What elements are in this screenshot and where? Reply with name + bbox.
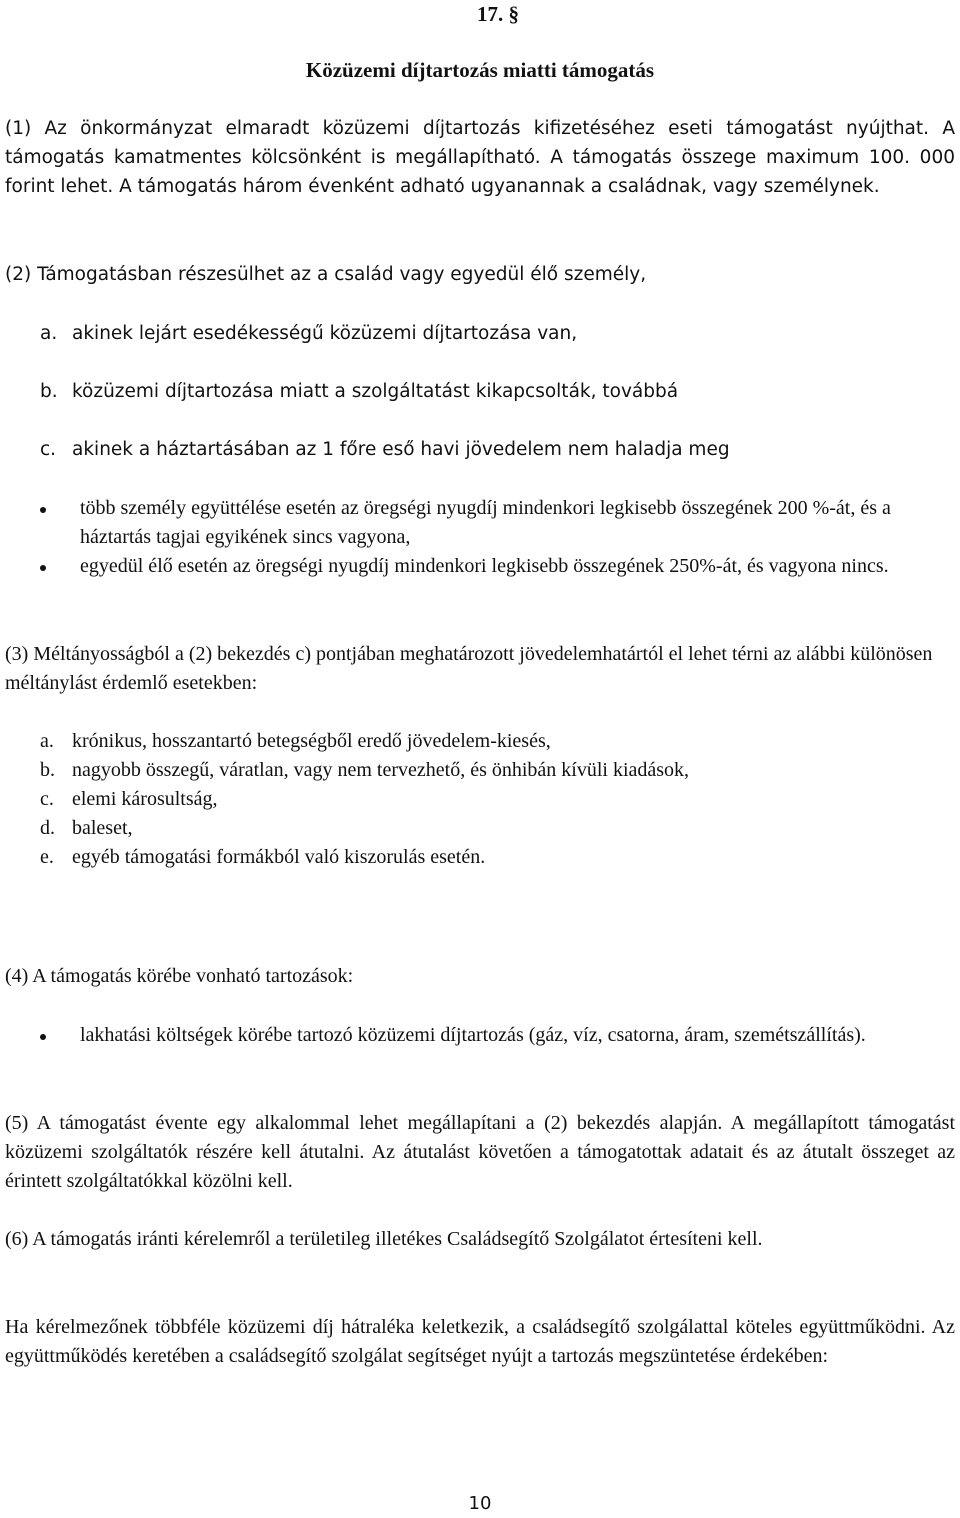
page-number: 10 xyxy=(468,1493,492,1514)
bullet-icon xyxy=(5,494,80,552)
list-item-text: akinek lejárt esedékességű közüzemi díjtartozása van, xyxy=(72,323,578,344)
list-item-text: akinek a háztartásában az 1 főre eső havi jövedelem nem haladja meg xyxy=(72,439,730,460)
list-item-text: egyéb támogatási formákból való kiszorulás esetén. xyxy=(72,846,486,868)
eligibility-list xyxy=(35,319,935,464)
list-marker: a. xyxy=(40,323,58,344)
list-item-text: közüzemi díjtartozása miatt a szolgáltatást kikapcsolták, továbbá xyxy=(72,381,679,402)
bullet-item xyxy=(5,552,955,581)
list-item-text: baleset, xyxy=(72,817,133,839)
list-item-text: elemi károsultság, xyxy=(72,788,218,810)
paragraph-6: (6) A támogatás iránti kérelemről a területileg illetékes Családsegítő Szolgálatot értesíteni kell. xyxy=(5,1228,763,1250)
list-marker: e. xyxy=(40,846,54,868)
list-marker: b. xyxy=(40,381,58,402)
list-item xyxy=(35,756,935,785)
list-marker: c. xyxy=(40,439,57,460)
income-bullet-list xyxy=(5,494,955,581)
list-marker: c. xyxy=(40,788,54,810)
list-marker: d. xyxy=(40,817,55,839)
list-item xyxy=(35,319,935,377)
list-item xyxy=(35,727,935,756)
list-item xyxy=(35,785,935,814)
bullet-item xyxy=(5,494,955,552)
list-item-text: krónikus, hosszantartó betegségből eredő jövedelem-kiesés, xyxy=(72,730,551,752)
bullet-item xyxy=(5,1021,955,1050)
debt-bullet-list xyxy=(5,1021,955,1050)
section-number: 17. § xyxy=(477,2,519,26)
bullet-icon xyxy=(5,1021,80,1050)
list-marker: b. xyxy=(40,759,55,781)
paragraph-7: Ha kérelmezőnek többféle közüzemi díj hátraléka keletkezik, a családsegítő szolgálattal köteles együttműködni. Az együttműködés keretében a családsegítő szolgálat segítséget nyújt a tartozás megszüntetése érdekében: xyxy=(5,1316,955,1367)
paragraph-2: (2) Támogatásban részesülhet az a család vagy egyedül élő személy, xyxy=(5,264,647,285)
bullet-text: egyedül élő esetén az öregségi nyugdíj mindenkori legkisebb összegének 250%-át, és vagyona nincs. xyxy=(80,555,889,577)
list-marker: a. xyxy=(40,730,54,752)
list-item xyxy=(35,814,935,843)
list-item xyxy=(35,377,935,435)
paragraph-1: (1) Az önkormányzat elmaradt közüzemi díjtartozás kifizetéséhez eseti támogatást nyújthat. A támogatás kamatmentes kölcsönként is megállapítható. A támogatás összege maximum 100. 000 forint lehet. A támogatás három évenként adható ugyanannak a családnak, vagy személynek. xyxy=(5,118,955,197)
bullet-text: több személy együttélése esetén az öregségi nyugdíj mindenkori legkisebb összegének 200 %-át, és a háztartás tagjai egyikének sincs vagyona, xyxy=(80,497,891,548)
bullet-icon xyxy=(5,552,80,581)
section-title: Közüzemi díjtartozás miatti támogatás xyxy=(305,58,655,82)
paragraph-3: (3) Méltányosságból a (2) bekezdés c) pontjában meghatározott jövedelemhatártól el lehet térni az alábbi különösen méltánylást érdemlő esetekben: xyxy=(5,643,933,694)
list-item-text: nagyobb összegű, váratlan, vagy nem tervezhető, és önhibán kívüli kiadások, xyxy=(72,759,690,781)
paragraph-5: (5) A támogatást évente egy alkalommal lehet megállapítani a (2) bekezdés alapján. A megállapított támogatást közüzemi szolgáltatók részére kell átutalni. Az átutalást követően a támogatottak adatait és az átutalt összeget az érintett szolgáltatókkal közölni kell. xyxy=(5,1112,955,1192)
paragraph-4: (4) A támogatás körébe vonható tartozások: xyxy=(5,965,354,987)
list-item xyxy=(35,435,935,464)
bullet-text: lakhatási költségek körébe tartozó közüzemi díjtartozás (gáz, víz, csatorna, áram, szemétszállítás). xyxy=(80,1024,866,1046)
equity-cases-list xyxy=(35,727,935,872)
list-item xyxy=(35,843,935,872)
